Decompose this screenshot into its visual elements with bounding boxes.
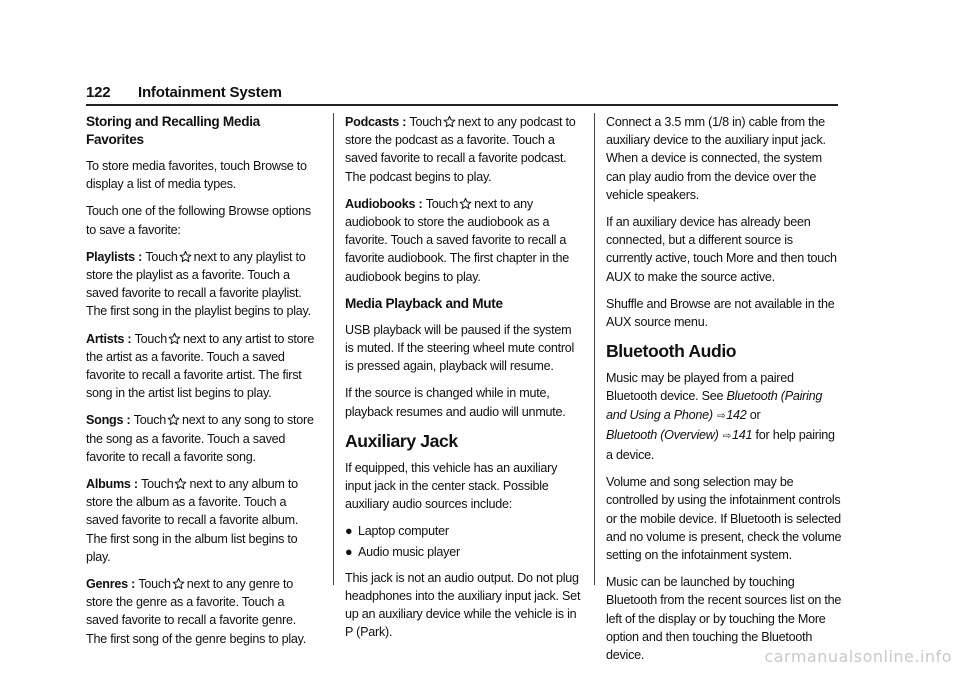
bluetooth-paragraph: Music may be played from a paired Bluetooth device. See Bluetooth (Pairing and Using a Phone) ⇨142 or Bluetooth (Overview) ⇨141 for help pairing a device.	[606, 371, 835, 463]
favorite-item-albums: Albums : Touch next to any album to store the album as a favorite. Touch a saved favorite to recall a favorite album. The first song in the album list begins to play.	[86, 477, 299, 564]
watermark: carmanualsonline.info	[764, 647, 952, 666]
bluetooth-paragraph-3: Music can be launched by touching Bluetooth from the recent sources list on the left of the display or by touching the More option and then touching the Bluetooth device.	[606, 575, 842, 663]
playback-paragraph: USB playback will be paused if the system is muted. If the steering wheel mute control is pressed again, playback will resume.	[345, 322, 575, 374]
aux-paragraph-3: Connect a 3.5 mm (1/8 in) cable from the auxiliary device to the auxiliary input jack. When a device is connected, the system can play audio from the device over the vehicle speakers.	[606, 115, 826, 202]
bullet-icon: ●	[345, 544, 353, 559]
page-header	[86, 84, 838, 104]
aux-paragraph: If equipped, this vehicle has an auxiliary input jack in the center stack. Possible auxiliary audio sources include:	[345, 460, 558, 512]
list-item: ● Laptop computer	[345, 522, 581, 540]
favorite-item-playlists: Playlists : Touch next to any playlist to store the playlist as a favorite. Touch a saved favorite to recall a favorite playlist. The first song in the playlist begins to play.	[86, 249, 311, 319]
column-2	[345, 113, 581, 651]
list-item: ● Audio music player	[345, 543, 581, 561]
section-title: Infotainment System	[138, 84, 282, 101]
aux-source-list	[345, 522, 581, 560]
arrow-ref-icon: ⇨	[722, 430, 731, 442]
aux-paragraph-4: If an auxiliary device has already been connected, but a different source is currently active, touch More and then touch AUX to make the source active.	[606, 215, 837, 284]
term-label: Genres :	[86, 577, 139, 592]
star-outline-icon	[168, 332, 181, 345]
page-ref-141[interactable]: 141	[731, 427, 753, 442]
term-label: Albums :	[86, 477, 142, 492]
favorite-item-songs: Songs : Touch next to any song to store the song as a favorite. Touch a saved favorite to recall a favorite song.	[86, 413, 314, 464]
playback-paragraph-2: If the source is changed while in mute, playback resumes and audio will unmute.	[345, 386, 566, 419]
star-outline-icon	[174, 477, 187, 490]
aux-heading: Auxiliary Jack	[345, 430, 458, 451]
favorite-item-artists: Artists : Touch next to any artist to store the artist as a favorite. Touch a saved favorite to recall a favorite artist. The first song in the artist list begins to play.	[86, 331, 315, 401]
arrow-ref-icon: ⇨	[717, 410, 726, 422]
favorite-item-audiobooks: Audiobooks : Touch next to any audiobook to store the audiobook as a favorite. Touch a saved favorite to recall a favorite audiobook. The first chapter in the audiobook begins to play.	[345, 196, 569, 284]
header-rule	[86, 104, 838, 106]
aux-paragraph-2: This jack is not an audio output. Do not plug headphones into the auxiliary input jack. Set up an auxiliary device while the vehicle is in P (Park).	[345, 570, 581, 640]
playback-heading: Media Playback and Mute	[345, 295, 503, 311]
star-outline-icon	[167, 413, 180, 426]
term-label: Songs :	[86, 413, 134, 428]
aux-paragraph-5: Shuffle and Browse are not available in the AUX source menu.	[606, 296, 835, 330]
bluetooth-heading: Bluetooth Audio	[606, 341, 737, 362]
term-label: Artists :	[86, 331, 135, 346]
bluetooth-overview-link[interactable]: Bluetooth (Overview)	[606, 427, 719, 442]
favorite-item-genres: Genres : Touch next to any genre to store the genre as a favorite. Touch a saved favorite to recall a favorite genre. The first song of the genre begins to play.	[86, 577, 307, 646]
star-outline-icon	[179, 250, 192, 263]
term-label: Audiobooks :	[345, 196, 426, 211]
column-1	[86, 113, 318, 657]
term-label: Podcasts :	[345, 115, 410, 129]
bluetooth-pairing-link[interactable]: Bluetooth (Pairing and Using a Phone)	[606, 389, 823, 422]
favorites-intro: To store media favorites, touch Browse to display a list of media types.	[86, 159, 307, 192]
column-divider	[594, 113, 595, 585]
column-3	[606, 113, 842, 673]
bluetooth-paragraph-2: Volume and song selection may be controlled by using the infotainment controls or the mobile device. If Bluetooth is selected and no volume is present, check the volume setting on the infotainment system.	[606, 475, 842, 563]
star-outline-icon	[443, 115, 456, 128]
favorite-item-podcasts: Podcasts : Touch next to any podcast to store the podcast as a favorite. Touch a saved favorite to recall a favorite podcast. The podcast begins to play.	[345, 115, 576, 184]
favorites-heading: Storing and Recalling Media Favorites	[86, 114, 260, 147]
page-ref-142[interactable]: 142	[726, 407, 747, 422]
column-divider	[333, 113, 334, 585]
star-outline-icon	[172, 577, 185, 590]
term-label: Playlists :	[86, 249, 146, 264]
bullet-icon: ●	[345, 524, 353, 539]
page-number: 122	[86, 84, 111, 101]
star-outline-icon	[459, 197, 472, 210]
favorites-intro-2: Touch one of the following Browse options to save a favorite:	[86, 204, 311, 237]
